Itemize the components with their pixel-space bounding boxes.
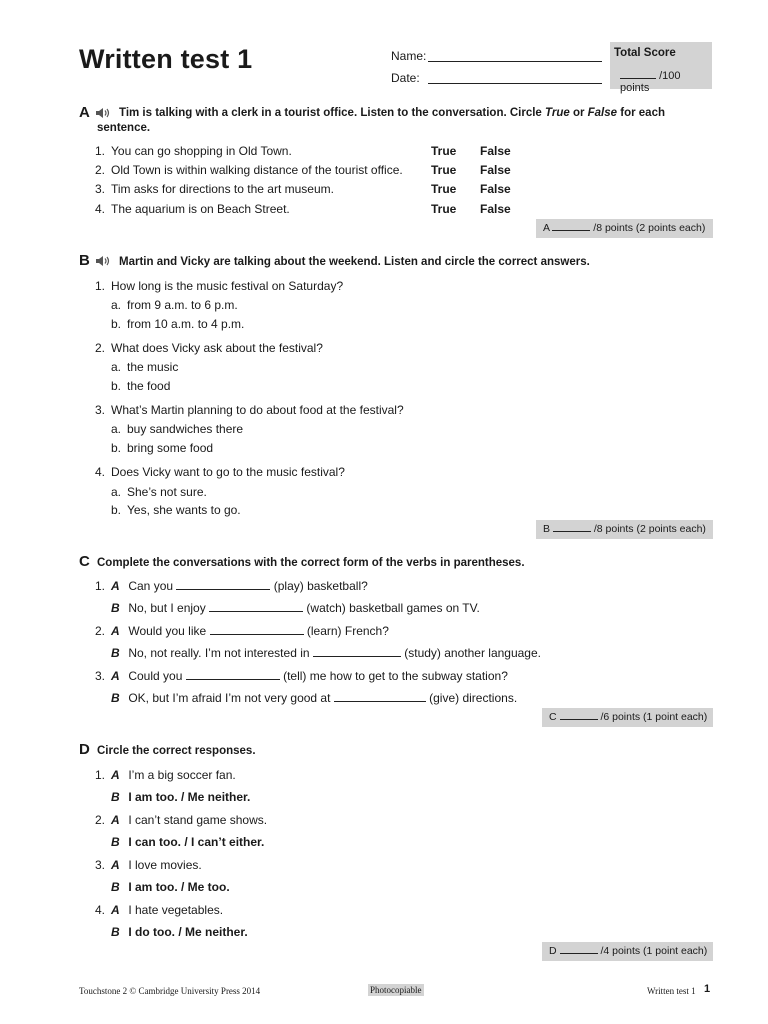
false-option[interactable]: False (480, 202, 511, 216)
response-options[interactable]: B I can too. / I can’t either. (111, 835, 265, 849)
section-d-score: D /4 points (1 point each) (542, 942, 713, 961)
conversation-line: 3. A Could you (tell) me how to get to the subway station? (95, 669, 508, 683)
question: 4. Does Vicky want to go to the music festival? (95, 465, 345, 479)
page-title: Written test 1 (79, 44, 253, 74)
section-d-letter: D (79, 741, 90, 758)
false-option[interactable]: False (480, 144, 511, 158)
total-score-field[interactable] (620, 68, 656, 79)
section-b-score: B /8 points (2 points each) (536, 520, 713, 539)
page-number: 1 (704, 983, 711, 995)
conversation-line: 2. A Would you like (learn) French? (95, 624, 389, 638)
section-c-score: C /6 points (1 point each) (542, 708, 713, 727)
true-option[interactable]: True (431, 163, 457, 177)
footer-test-label: Written test 1 (647, 986, 696, 996)
copyright: Touchstone 2 © Cambridge University Press 2014 (79, 986, 261, 996)
answer-option[interactable]: b. from 10 a.m. to 4 p.m. (111, 317, 245, 331)
answer-option[interactable]: a. from 9 a.m. to 6 p.m. (111, 298, 238, 312)
answer-blank[interactable] (209, 601, 303, 612)
name-label: Name: (391, 49, 427, 63)
conversation-line: B No, but I enjoy (watch) basketball games on TV. (111, 601, 480, 615)
conversation-line: B No, not really. I’m not interested in (study) another language. (111, 646, 541, 660)
true-option[interactable]: True (431, 202, 457, 216)
answer-option[interactable]: a. She’s not sure. (111, 485, 207, 499)
section-a-instruction: Tim is talking with a clerk in a tourist office. Listen to the conversation. Circle True or False for each (119, 107, 665, 119)
answer-blank[interactable] (334, 691, 426, 702)
response-options[interactable]: B I am too. / Me neither. (111, 790, 251, 804)
date-field[interactable] (428, 83, 602, 84)
list-item: 2. Old Town is within walking distance of the tourist office. (95, 163, 403, 177)
answer-option[interactable]: b. Yes, she wants to go. (111, 503, 241, 517)
conversation-line: 1. A Can you (play) basketball? (95, 579, 368, 593)
answer-option[interactable]: b. the food (111, 379, 171, 393)
section-c-instruction: Complete the conversations with the correct form of the verbs in parentheses. (97, 557, 525, 569)
list-item: 3. Tim asks for directions to the art museum. (95, 182, 334, 196)
response-options[interactable]: B I do too. / Me neither. (111, 925, 248, 939)
conversation-line: 4. A I hate vegetables. (95, 903, 224, 917)
answer-option[interactable]: b. bring some food (111, 441, 214, 455)
answer-option[interactable]: a. buy sandwiches there (111, 422, 244, 436)
conversation-line: 1. A I’m a big soccer fan. (95, 768, 236, 782)
question: 3. What’s Martin planning to do about food at the festival? (95, 403, 404, 417)
answer-option[interactable]: a. the music (111, 360, 179, 374)
section-b-letter: B (79, 252, 90, 269)
section-a-letter: A (79, 104, 90, 121)
question: 1. How long is the music festival on Saturday? (95, 279, 344, 293)
photocopiable-badge: Photocopiable (370, 985, 422, 995)
name-field[interactable] (428, 61, 602, 62)
false-option[interactable]: False (480, 182, 511, 196)
audio-icon[interactable] (95, 107, 111, 119)
section-b-score-field[interactable] (553, 521, 591, 532)
true-option[interactable]: True (431, 182, 457, 196)
answer-blank[interactable] (176, 579, 270, 590)
conversation-line: B OK, but I’m afraid I’m not very good at (give) directions. (111, 691, 518, 705)
total-score-label: Total Score (614, 47, 676, 59)
total-points-text: /100 points (620, 70, 681, 94)
section-c-letter: C (79, 553, 90, 570)
section-b-instruction: Martin and Vicky are talking about the weekend. Listen and circle the correct answers. (119, 256, 590, 268)
section-a-score: A /8 points (2 points each) (536, 219, 713, 238)
answer-blank[interactable] (210, 624, 304, 635)
section-d-score-field[interactable] (560, 943, 598, 954)
total-score-box (610, 42, 712, 94)
question: 2. What does Vicky ask about the festival? (95, 341, 323, 355)
section-c-score-field[interactable] (560, 709, 598, 720)
date-label: Date: (391, 71, 420, 85)
list-item: 4. The aquarium is on Beach Street. (95, 202, 290, 216)
section-a-score-field[interactable] (552, 220, 590, 231)
section-d-instruction: Circle the correct responses. (97, 745, 256, 757)
answer-blank[interactable] (186, 669, 280, 680)
list-item: 1. You can go shopping in Old Town. (95, 144, 292, 158)
answer-blank[interactable] (313, 646, 401, 657)
conversation-line: 3. A I love movies. (95, 858, 202, 872)
section-a-instruction-cont: sentence. (97, 122, 151, 134)
false-option[interactable]: False (480, 163, 511, 177)
total-score-points (620, 68, 712, 94)
true-option[interactable]: True (431, 144, 457, 158)
conversation-line: 2. A I can’t stand game shows. (95, 813, 268, 827)
response-options[interactable]: B I am too. / Me too. (111, 880, 230, 894)
audio-icon[interactable] (95, 255, 111, 267)
